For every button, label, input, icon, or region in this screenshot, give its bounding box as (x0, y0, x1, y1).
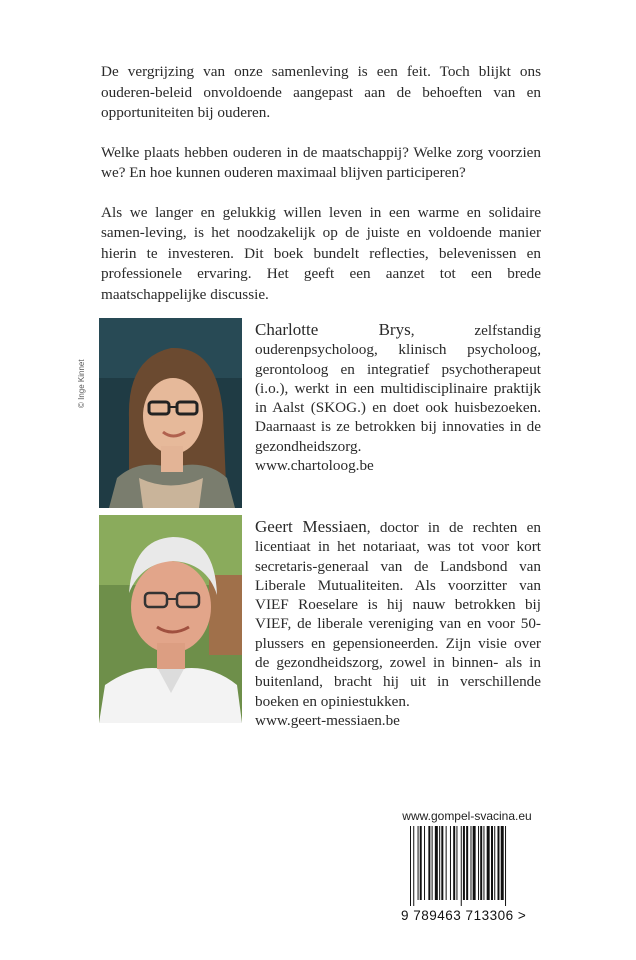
author-website[interactable]: www.chartoloog.be (255, 457, 374, 475)
barcode-bar (432, 826, 433, 900)
intro-paragraph: De vergrijzing van onze samenleving is een feit. Toch blijkt ons ouderen-beleid onvoldoende aangepast aan de behoeften van en opportuniteiten bij ouderen. (101, 63, 541, 121)
author-bio-text: , doctor in de rechten en licentiaat in het notariaat, was tot voor kort secretaris-generaal van de Landsbond van Liberale Mutualiteiten. Als voorzitter van VIEF Roeselare is hij nauw betrokken bij VIEF, de liberale vereniging van en voor 50-plussers en gepensioneerden. Zijn visie over de gezondheidszorg, zowel in binnen- als in buitenland, bracht hij uit in verschillende boeken en opiniestukken. (255, 519, 541, 710)
barcode-bar (473, 826, 476, 900)
barcode-bar (466, 826, 468, 900)
barcode-bar (461, 826, 462, 906)
author-photo-geert (99, 515, 242, 723)
barcode-bar (491, 826, 493, 900)
author-bio-text: , zelfstandig ouderenpsycholoog, klinisch psycholoog, gerontoloog en integratief psychotherapeut (i.o.), werkt in een multidisciplinaire praktijk in Aalst (SKOG.) en doet ook huisbezoeken. Daarnaast is ze betrokken bij innovaties in de gezondheidszorg. (255, 322, 541, 455)
author-name: Geert Messiaen (255, 517, 367, 536)
barcode-bar (453, 826, 455, 900)
author-website[interactable]: www.geert-messiaen.be (255, 711, 400, 729)
author-block-charlotte (99, 318, 541, 508)
barcode-bar (483, 826, 484, 900)
barcode-bar (480, 826, 482, 900)
barcode-bar (478, 826, 479, 900)
barcode-bar (441, 826, 443, 900)
publisher-url[interactable]: www.gompel-svacina.eu (402, 809, 532, 823)
barcode-bar (446, 826, 447, 900)
barcode-bar (463, 826, 465, 900)
barcode-bar (494, 826, 495, 900)
author-name: Charlotte Brys (255, 320, 411, 339)
author-bio-geert (255, 517, 541, 730)
barcode-bar (450, 826, 451, 900)
barcode-bar (418, 826, 419, 900)
barcode-bar (456, 826, 457, 900)
author-photo-charlotte (99, 318, 242, 508)
barcode-bar (439, 826, 440, 900)
barcode-bar (420, 826, 422, 900)
intro-text (101, 62, 541, 324)
barcode-bar (410, 826, 411, 906)
intro-paragraph: Als we langer en gelukkig willen leven in een warme en solidaire samen-leving, is het noodzakelijk op de juiste en voldoende manier hierin te investeren. Dit boek bundelt reflecties, belevenissen en professionele ervaring. Het geeft een aanzet tot een brede maatschappelijke discussie. (101, 203, 541, 303)
barcode-bars (396, 826, 546, 910)
author-bio-charlotte (255, 320, 541, 475)
barcode-bar (487, 826, 490, 900)
barcode-bar (505, 826, 506, 906)
isbn-number: 9 789463 713306 > (401, 908, 527, 923)
photo-credit: © Inge Kinnet (77, 359, 86, 408)
author-block-geert (99, 515, 541, 729)
intro-paragraph: Welke plaats hebben ouderen in de maatschappij? Welke zorg voorzien we? En hoe kunnen ouderen maximaal blijven participeren? (101, 143, 541, 181)
barcode-bar (470, 826, 471, 900)
barcode-bar (428, 826, 430, 900)
barcode-bar (413, 826, 414, 906)
barcode-bar (501, 826, 504, 900)
barcode-bar (497, 826, 499, 900)
isbn-barcode (396, 826, 546, 930)
barcode-bar (424, 826, 425, 900)
barcode-bar (435, 826, 438, 900)
